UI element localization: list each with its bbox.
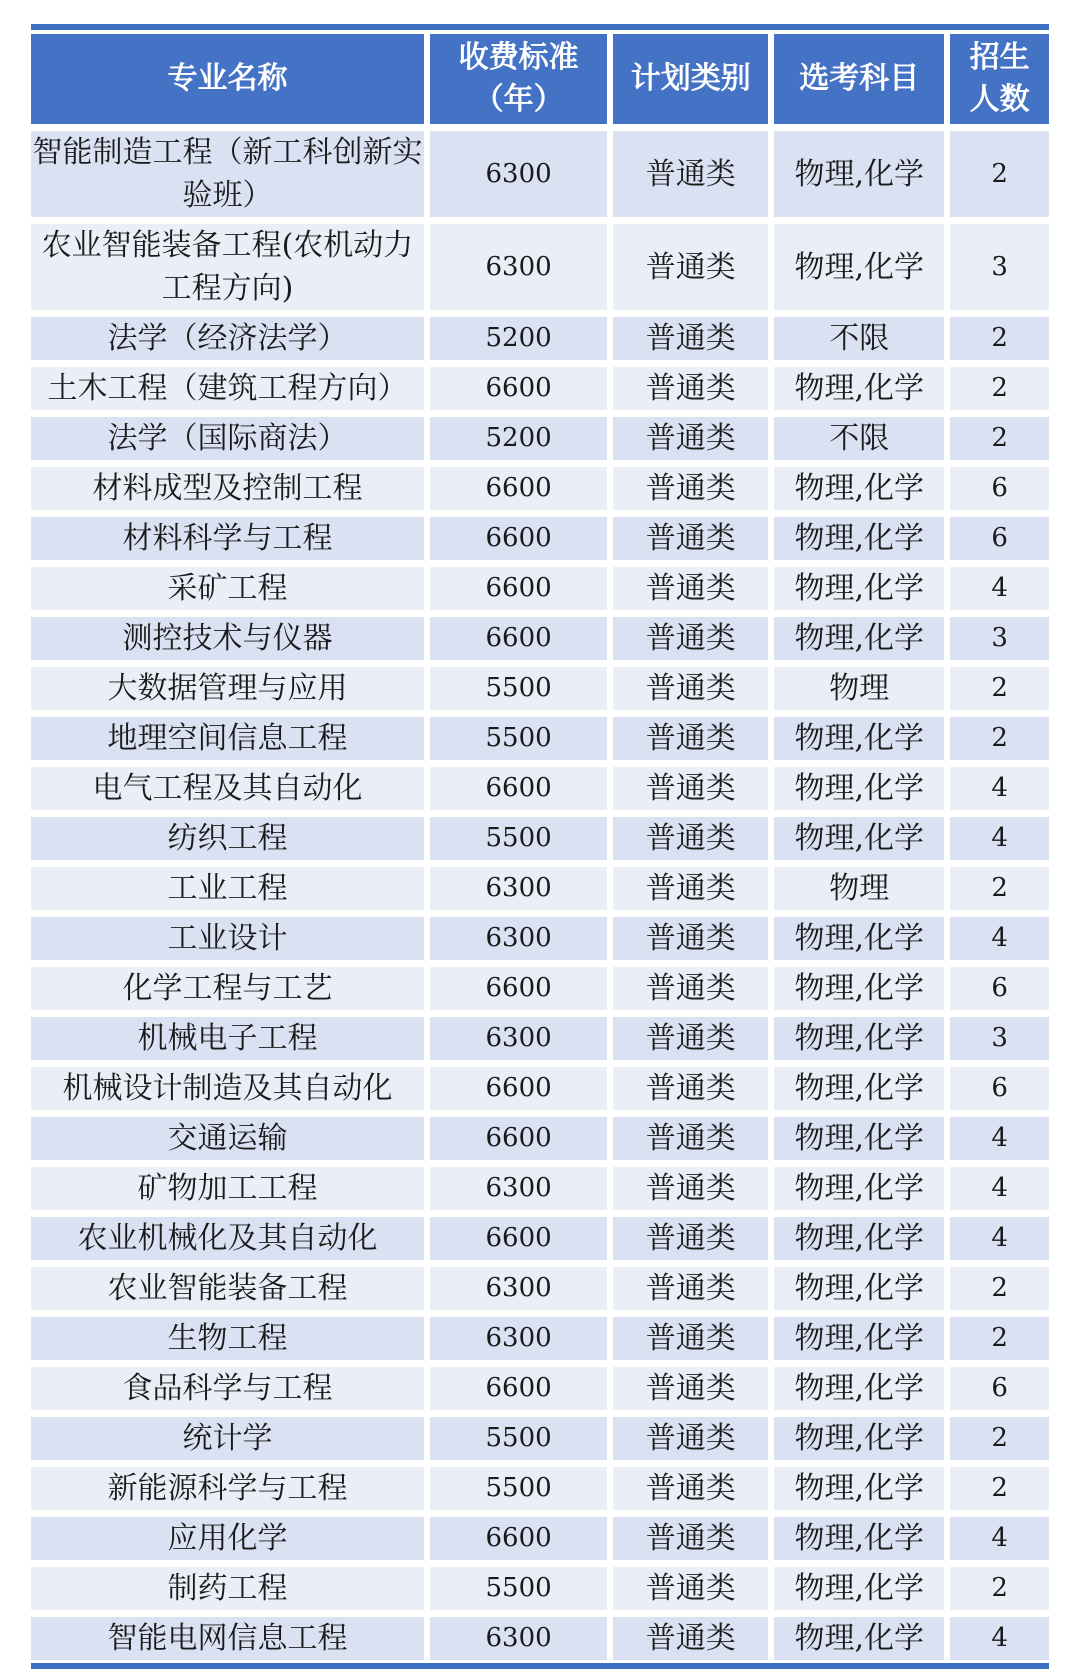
table-row — [31, 917, 1049, 960]
cell-count: 6 — [950, 1067, 1049, 1110]
cell-major: 应用化学 — [31, 1517, 424, 1560]
table-row — [31, 567, 1049, 610]
cell-subjects: 物理,化学 — [774, 467, 944, 510]
cell-fee: 6300 — [430, 1317, 607, 1360]
cell-major: 法学（经济法学） — [31, 317, 424, 360]
table-row — [31, 1467, 1049, 1510]
header-subjects: 选考科目 — [774, 34, 944, 124]
cell-subjects: 物理,化学 — [774, 967, 944, 1010]
cell-fee: 6600 — [430, 1517, 607, 1560]
cell-subjects: 物理 — [774, 667, 944, 710]
cell-fee: 5200 — [430, 417, 607, 460]
cell-major: 制药工程 — [31, 1567, 424, 1610]
cell-fee: 6600 — [430, 567, 607, 610]
cell-plan-type: 普通类 — [613, 1167, 768, 1210]
table-row — [31, 1067, 1049, 1110]
cell-plan-type: 普通类 — [613, 367, 768, 410]
cell-subjects: 物理,化学 — [774, 1017, 944, 1060]
table-row — [31, 1317, 1049, 1360]
cell-subjects: 物理,化学 — [774, 1417, 944, 1460]
cell-subjects: 物理,化学 — [774, 1517, 944, 1560]
cell-count: 4 — [950, 1117, 1049, 1160]
cell-subjects: 物理,化学 — [774, 567, 944, 610]
cell-major: 机械电子工程 — [31, 1017, 424, 1060]
header-row — [31, 34, 1049, 124]
table-row — [31, 467, 1049, 510]
cell-count: 2 — [950, 667, 1049, 710]
cell-count: 2 — [950, 1417, 1049, 1460]
cell-major: 统计学 — [31, 1417, 424, 1460]
cell-plan-type: 普通类 — [613, 867, 768, 910]
table-row — [31, 617, 1049, 660]
cell-major: 材料成型及控制工程 — [31, 467, 424, 510]
cell-subjects: 物理,化学 — [774, 224, 944, 310]
table-row — [31, 867, 1049, 910]
cell-major: 材料科学与工程 — [31, 517, 424, 560]
cell-count: 6 — [950, 967, 1049, 1010]
cell-plan-type: 普通类 — [613, 1467, 768, 1510]
cell-fee: 6300 — [430, 1017, 607, 1060]
cell-plan-type: 普通类 — [613, 1017, 768, 1060]
table-row — [31, 1117, 1049, 1160]
bottom-rule — [31, 1663, 1049, 1669]
cell-major: 法学（国际商法） — [31, 417, 424, 460]
table-row — [31, 1017, 1049, 1060]
cell-count: 4 — [950, 917, 1049, 960]
cell-subjects: 物理,化学 — [774, 131, 944, 217]
cell-major: 机械设计制造及其自动化 — [31, 1067, 424, 1110]
cell-count: 4 — [950, 817, 1049, 860]
cell-plan-type: 普通类 — [613, 967, 768, 1010]
header-fee: 收费标准 （年） — [430, 34, 607, 124]
cell-major: 新能源科学与工程 — [31, 1467, 424, 1510]
cell-plan-type: 普通类 — [613, 517, 768, 560]
cell-subjects: 物理,化学 — [774, 1167, 944, 1210]
cell-subjects: 物理,化学 — [774, 517, 944, 560]
cell-plan-type: 普通类 — [613, 1117, 768, 1160]
header-count: 招生 人数 — [950, 34, 1049, 124]
enrollment-table — [25, 27, 1055, 1667]
cell-fee: 5500 — [430, 667, 607, 710]
cell-major: 智能制造工程（新工科创新实验班） — [31, 131, 424, 217]
cell-count: 6 — [950, 467, 1049, 510]
cell-subjects: 物理,化学 — [774, 1117, 944, 1160]
table-row — [31, 1367, 1049, 1410]
cell-subjects: 物理,化学 — [774, 617, 944, 660]
cell-plan-type: 普通类 — [613, 767, 768, 810]
cell-subjects: 不限 — [774, 417, 944, 460]
cell-fee: 6300 — [430, 131, 607, 217]
cell-plan-type: 普通类 — [613, 817, 768, 860]
cell-count: 3 — [950, 617, 1049, 660]
cell-count: 2 — [950, 1567, 1049, 1610]
cell-major: 农业智能装备工程 — [31, 1267, 424, 1310]
cell-fee: 6300 — [430, 224, 607, 310]
cell-fee: 6600 — [430, 367, 607, 410]
cell-subjects: 物理,化学 — [774, 717, 944, 760]
cell-subjects: 物理 — [774, 867, 944, 910]
cell-fee: 6600 — [430, 767, 607, 810]
cell-plan-type: 普通类 — [613, 467, 768, 510]
cell-count: 4 — [950, 767, 1049, 810]
cell-major: 交通运输 — [31, 1117, 424, 1160]
cell-subjects: 物理,化学 — [774, 1267, 944, 1310]
cell-major: 测控技术与仪器 — [31, 617, 424, 660]
table-row — [31, 817, 1049, 860]
cell-plan-type: 普通类 — [613, 1367, 768, 1410]
cell-plan-type: 普通类 — [613, 1417, 768, 1460]
cell-fee: 5500 — [430, 717, 607, 760]
table-row — [31, 1267, 1049, 1310]
cell-fee: 6600 — [430, 1117, 607, 1160]
cell-subjects: 物理,化学 — [774, 1317, 944, 1360]
cell-count: 2 — [950, 867, 1049, 910]
cell-plan-type: 普通类 — [613, 1617, 768, 1660]
cell-count: 2 — [950, 1467, 1049, 1510]
cell-subjects: 物理,化学 — [774, 1467, 944, 1510]
table-row — [31, 1217, 1049, 1260]
cell-plan-type: 普通类 — [613, 1517, 768, 1560]
cell-subjects: 物理,化学 — [774, 917, 944, 960]
header-plan-type: 计划类别 — [613, 34, 768, 124]
cell-count: 2 — [950, 717, 1049, 760]
cell-major: 工业设计 — [31, 917, 424, 960]
cell-fee: 5500 — [430, 1467, 607, 1510]
cell-plan-type: 普通类 — [613, 417, 768, 460]
cell-count: 2 — [950, 1267, 1049, 1310]
cell-plan-type: 普通类 — [613, 917, 768, 960]
cell-subjects: 不限 — [774, 317, 944, 360]
cell-fee: 5200 — [430, 317, 607, 360]
table-row — [31, 1617, 1049, 1660]
cell-count: 3 — [950, 1017, 1049, 1060]
cell-plan-type: 普通类 — [613, 1567, 768, 1610]
cell-count: 4 — [950, 1217, 1049, 1260]
cell-subjects: 物理,化学 — [774, 1367, 944, 1410]
table-body — [31, 131, 1049, 1660]
cell-fee: 6300 — [430, 917, 607, 960]
cell-major: 电气工程及其自动化 — [31, 767, 424, 810]
cell-count: 2 — [950, 317, 1049, 360]
cell-major: 农业机械化及其自动化 — [31, 1217, 424, 1260]
cell-plan-type: 普通类 — [613, 567, 768, 610]
cell-fee: 6600 — [430, 967, 607, 1010]
cell-major: 采矿工程 — [31, 567, 424, 610]
cell-major: 土木工程（建筑工程方向） — [31, 367, 424, 410]
cell-plan-type: 普通类 — [613, 317, 768, 360]
table-row — [31, 1517, 1049, 1560]
cell-plan-type: 普通类 — [613, 224, 768, 310]
cell-fee: 6300 — [430, 1167, 607, 1210]
cell-subjects: 物理,化学 — [774, 367, 944, 410]
cell-fee: 5500 — [430, 1417, 607, 1460]
cell-major: 智能电网信息工程 — [31, 1617, 424, 1660]
cell-count: 4 — [950, 1617, 1049, 1660]
cell-fee: 6300 — [430, 1617, 607, 1660]
table-row — [31, 667, 1049, 710]
cell-plan-type: 普通类 — [613, 667, 768, 710]
table-row — [31, 1167, 1049, 1210]
cell-subjects: 物理,化学 — [774, 1217, 944, 1260]
cell-fee: 6600 — [430, 1217, 607, 1260]
cell-subjects: 物理,化学 — [774, 767, 944, 810]
cell-major: 化学工程与工艺 — [31, 967, 424, 1010]
table-row — [31, 767, 1049, 810]
table-row — [31, 1567, 1049, 1610]
cell-major: 纺织工程 — [31, 817, 424, 860]
cell-count: 2 — [950, 131, 1049, 217]
table-row — [31, 1417, 1049, 1460]
table-row — [31, 417, 1049, 460]
table-row — [31, 367, 1049, 410]
cell-subjects: 物理,化学 — [774, 1567, 944, 1610]
cell-fee: 6300 — [430, 867, 607, 910]
cell-plan-type: 普通类 — [613, 1067, 768, 1110]
cell-count: 4 — [950, 1517, 1049, 1560]
cell-plan-type: 普通类 — [613, 717, 768, 760]
cell-fee: 6600 — [430, 617, 607, 660]
cell-count: 2 — [950, 1317, 1049, 1360]
cell-count: 6 — [950, 1367, 1049, 1410]
table-row — [31, 717, 1049, 760]
table-row — [31, 317, 1049, 360]
cell-major: 矿物加工工程 — [31, 1167, 424, 1210]
cell-count: 6 — [950, 517, 1049, 560]
cell-fee: 6600 — [430, 467, 607, 510]
cell-count: 2 — [950, 367, 1049, 410]
cell-subjects: 物理,化学 — [774, 1617, 944, 1660]
cell-plan-type: 普通类 — [613, 1267, 768, 1310]
cell-major: 地理空间信息工程 — [31, 717, 424, 760]
cell-fee: 5500 — [430, 817, 607, 860]
table-row — [31, 967, 1049, 1010]
cell-count: 3 — [950, 224, 1049, 310]
table-row — [31, 131, 1049, 217]
cell-subjects: 物理,化学 — [774, 817, 944, 860]
cell-major: 工业工程 — [31, 867, 424, 910]
cell-fee: 6300 — [430, 1267, 607, 1310]
enrollment-table-container — [31, 24, 1049, 1669]
cell-fee: 6600 — [430, 1067, 607, 1110]
header-major: 专业名称 — [31, 34, 424, 124]
cell-plan-type: 普通类 — [613, 617, 768, 660]
cell-count: 2 — [950, 417, 1049, 460]
cell-fee: 6600 — [430, 517, 607, 560]
cell-major: 农业智能装备工程(农机动力工程方向) — [31, 224, 424, 310]
cell-plan-type: 普通类 — [613, 1217, 768, 1260]
cell-major: 生物工程 — [31, 1317, 424, 1360]
cell-count: 4 — [950, 1167, 1049, 1210]
cell-subjects: 物理,化学 — [774, 1067, 944, 1110]
table-row — [31, 224, 1049, 310]
cell-major: 大数据管理与应用 — [31, 667, 424, 710]
cell-fee: 5500 — [430, 1567, 607, 1610]
cell-plan-type: 普通类 — [613, 1317, 768, 1360]
table-row — [31, 517, 1049, 560]
cell-plan-type: 普通类 — [613, 131, 768, 217]
cell-count: 4 — [950, 567, 1049, 610]
cell-fee: 6600 — [430, 1367, 607, 1410]
cell-major: 食品科学与工程 — [31, 1367, 424, 1410]
